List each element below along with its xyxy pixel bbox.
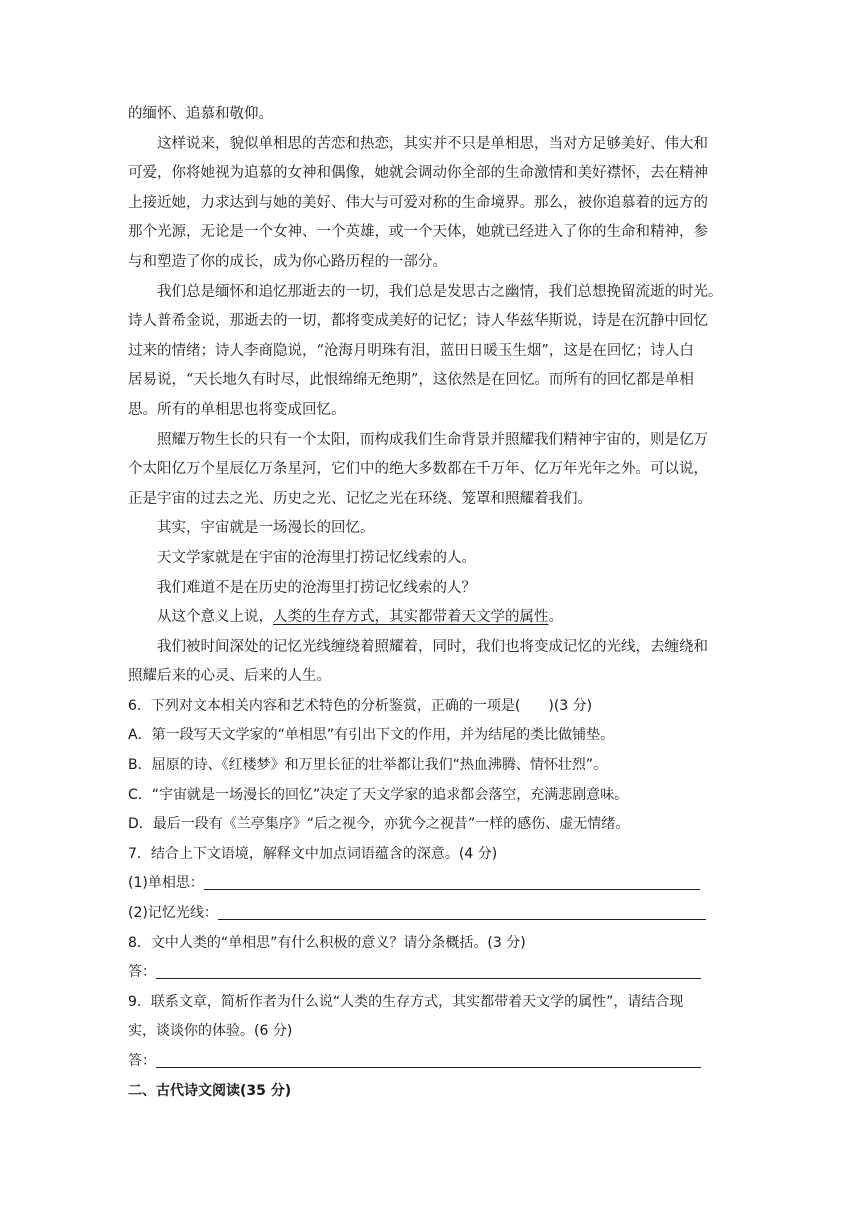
passage-line: 照耀后来的心灵、后来的人生。 (128, 668, 331, 685)
passage-line: 我们难道不是在历史的沧海里打捞记忆线索的人？ (157, 579, 476, 596)
question-9-answer (128, 1047, 734, 1077)
document-content (128, 100, 734, 1106)
passage-text: 从这个意义上说， (157, 609, 273, 626)
passage-line: 那个光源，无论是一个女神、一个英雄，或一个天体，她就已经进入了你的生命和精神，参 (128, 224, 708, 241)
passage-line: 天文学家就是在宇宙的沧海里打捞记忆线索的人。 (157, 549, 476, 566)
option-b[interactable]: B．屈原的诗、《红楼梦》和万里长征的壮举都让我们“热血沸腾、情怀壮烈”。 (128, 757, 608, 774)
passage-line: 照耀万物生长的只有一个太阳，而构成我们生命背景并照耀我们精神宇宙的，则是亿万 (157, 431, 708, 448)
question-7-1 (128, 869, 734, 899)
underlined-sentence: 人类的生存方式，其实都带着天文学的属性 (273, 609, 549, 626)
question-8-answer (128, 958, 734, 988)
question-9: 实，谈谈你的体验。(6 分) (128, 1023, 293, 1040)
question-6: 6．下列对文本相关内容和艺术特色的分析鉴赏，正确的一项是( )(3 分) (128, 697, 593, 714)
passage-line: 的缅怀、追慕和敬仰。 (128, 106, 273, 122)
passage-line: 思。所有的单相思也将变成回忆。 (128, 401, 346, 418)
answer-blank[interactable] (218, 903, 706, 920)
question-9: 9．联系文章，简析作者为什么说“人类的生存方式，其实都带着天文学的属性”，请结合现 (128, 993, 684, 1010)
question-7: 7．结合上下文语境，解释文中加点词语蕴含的深意。(4 分) (128, 845, 498, 862)
option-d[interactable]: D．最后一段有《兰亭集序》“后之视今，亦犹今之视昔”一样的感伤、虚无情绪。 (128, 816, 630, 833)
answer-blank[interactable] (204, 873, 700, 890)
passage-line: 过来的情绪；诗人李商隐说，“沧海月明珠有泪，蓝田日暖玉生烟”，这是在回忆；诗人白 (128, 342, 694, 359)
passage-line: 居易说，“天长地久有时尽，此恨绵绵无绝期”，这依然是在回忆。而所有的回忆都是单相 (128, 372, 694, 389)
passage-line: 正是宇宙的过去之光、历史之光、记忆之光在环绕、笼罩和照耀着我们。 (128, 490, 592, 507)
answer-blank[interactable] (156, 962, 701, 979)
passage-text: 。 (548, 609, 563, 626)
option-c[interactable]: C．“宇宙就是一场漫长的回忆”决定了天文学家的追求都会落空，充满悲剧意味。 (128, 786, 629, 803)
passage-line (128, 603, 734, 633)
option-a[interactable]: A．第一段写天文学家的“单相思”有引出下文的作用，并为结尾的类比做铺垫。 (128, 727, 615, 744)
passage-line: 上接近她，力求达到与她的美好、伟大与可爱对称的生命境界。那么，被你追慕着的远方的 (128, 194, 708, 211)
passage-line: 我们被时间深处的记忆光线缠绕着照耀着，同时，我们也将变成记忆的光线，去缠绕和 (157, 638, 708, 655)
question-7-2 (128, 899, 734, 929)
passage-line: 其实，宇宙就是一场漫长的回忆。 (157, 520, 375, 537)
passage-line: 我们总是缅怀和追忆那逝去的一切，我们总是发思古之幽情，我们总想挽留流逝的时光。 (157, 283, 723, 300)
question-8: 8．文中人类的“单相思”有什么积极的意义？请分条概括。(3 分) (128, 934, 526, 951)
passage-line: 个太阳亿万个星辰亿万条星河，它们中的绝大多数都在千万年、亿万年光年之外。可以说， (128, 461, 708, 478)
passage-line: 可爱，你将她视为追慕的女神和偶像，她就会调动你全部的生命激情和美好襟怀，去在精神 (128, 165, 708, 182)
question-7-2-label: (2)记忆光线： (128, 905, 218, 922)
passage-line: 这样说来，貌似单相思的苦恋和热恋，其实并不只是单相思，当对方足够美好、伟大和 (157, 135, 708, 152)
passage-line: 诗人普希金说，那逝去的一切，都将变成美好的记忆；诗人华兹华斯说，诗是在沉静中回忆 (128, 313, 708, 330)
answer-label: 答： (128, 1053, 156, 1069)
section-heading: 二、古代诗文阅读(35 分) (128, 1082, 292, 1099)
passage-line: 与和塑造了你的成长，成为你心路历程的一部分。 (128, 253, 447, 270)
question-7-1-label: (1)单相思： (128, 875, 204, 892)
answer-label: 答： (128, 964, 156, 981)
answer-blank[interactable] (156, 1051, 701, 1068)
